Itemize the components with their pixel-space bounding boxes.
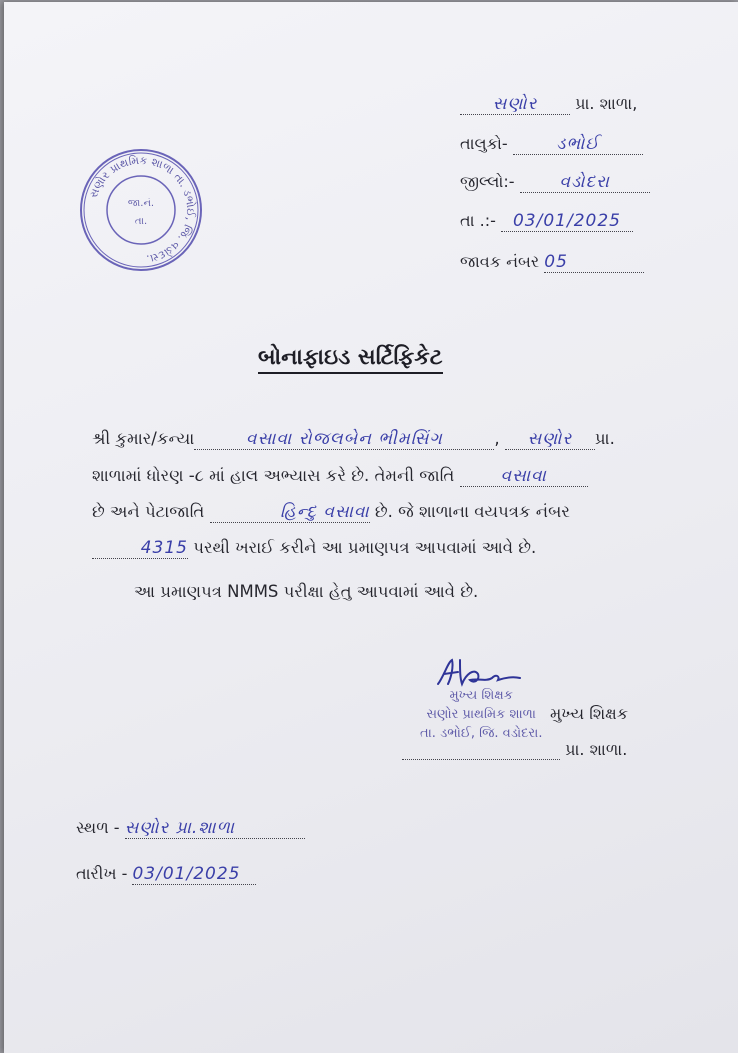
subcaste-label: છે અને પેટાજાતિ [92, 502, 205, 521]
stamp-ring-text: સણોર પ્રાથમિક શાળા તા. ડભોઈ, જિ. વડોદરા. [86, 153, 198, 266]
district-label: જીલ્લો:- [460, 172, 515, 191]
signature-school-line [402, 740, 627, 760]
svg-text:સણોર પ્રાથમિક શાળા તા. ડભોઈ, [87, 154, 197, 266]
date-line [460, 211, 633, 232]
outward-line [460, 252, 644, 273]
headmaster-stamp [420, 688, 542, 741]
stamp-school: સણોર પ્રાથમિક શાળા [426, 707, 536, 722]
certificate-title: બોનાફાઇડ સર્ટિફિકેટ [258, 345, 443, 374]
body-line-3 [92, 502, 570, 523]
header-school-line [460, 94, 637, 115]
place-value: સણોર પ્રા.શાળા [125, 818, 305, 839]
caste-value: વસાવા [500, 466, 547, 486]
body-line-2 [92, 466, 588, 487]
body-line-4 [92, 538, 536, 559]
subcaste-value: હિન્દુ વસાવા [279, 502, 370, 522]
line2-text: શાળામાં ધોરણ -૮ માં હાલ અભ્યાસ કરે છે. તેમની જાતિ [92, 466, 455, 485]
stamp-inner-2: તા. [134, 216, 148, 227]
round-stamp-icon [76, 148, 206, 272]
school-name-handwritten: સણોર [492, 94, 538, 114]
date-value: 03/01/2025 [512, 211, 621, 231]
footer-date-value: 03/01/2025 [132, 864, 256, 885]
comma: , [494, 429, 500, 448]
line4-suffix: પરથી ખરાઈ કરીને આ પ્રમાણપત્ર આપવામાં આવે છે. [193, 538, 537, 557]
footer-date-label: તારીખ - [76, 864, 128, 883]
taluka-value: ડભોઈ [556, 134, 600, 154]
district-value: વડોદરા [559, 172, 610, 192]
place-line [76, 818, 305, 839]
student-name: વસાવા રોજલબેન ભીમસિંગ [245, 429, 443, 449]
line1-school: સણોર [527, 429, 573, 449]
kumar-kanya-label: શ્રી કુમાર/કન્યા [92, 429, 195, 448]
taluka-line [460, 134, 643, 155]
stamp-inner-1: જા.નં. [127, 198, 155, 209]
school-suffix: પ્રા. શાળા, [575, 94, 638, 113]
stamp-address: તા. ડભોઈ, જિ. વડોદરા. [420, 726, 543, 741]
footer-date-line [76, 864, 256, 885]
stamp-role: મુખ્ય શિક્ષક [449, 688, 513, 703]
signature-icon [434, 656, 524, 692]
date-label: તા .:- [460, 211, 496, 230]
signature-school-suffix: પ્રા. શાળા. [565, 740, 628, 759]
nmms-purpose: આ પ્રમાણપત્ર NMMS પરીક્ષા હેતુ આપવામાં આવે છે. [134, 582, 479, 601]
register-number: 4315 [140, 538, 188, 558]
school-round-stamp [76, 148, 206, 272]
taluka-label: તાલુકો- [460, 134, 508, 153]
district-line [460, 172, 650, 193]
pra-label: પ્રા. [594, 429, 615, 448]
outward-label: જાવક નંબર [460, 252, 540, 271]
body-line-1 [92, 429, 615, 450]
place-label: સ્થળ - [76, 818, 120, 837]
body-line-5 [134, 582, 478, 602]
headmaster-role: મુખ્ય શિક્ષક [550, 704, 629, 723]
outward-value: 05 [544, 252, 568, 272]
certificate-page [4, 2, 738, 1053]
line3-suffix: છે. જે શાળાના વયપત્રક નંબર [374, 502, 570, 521]
